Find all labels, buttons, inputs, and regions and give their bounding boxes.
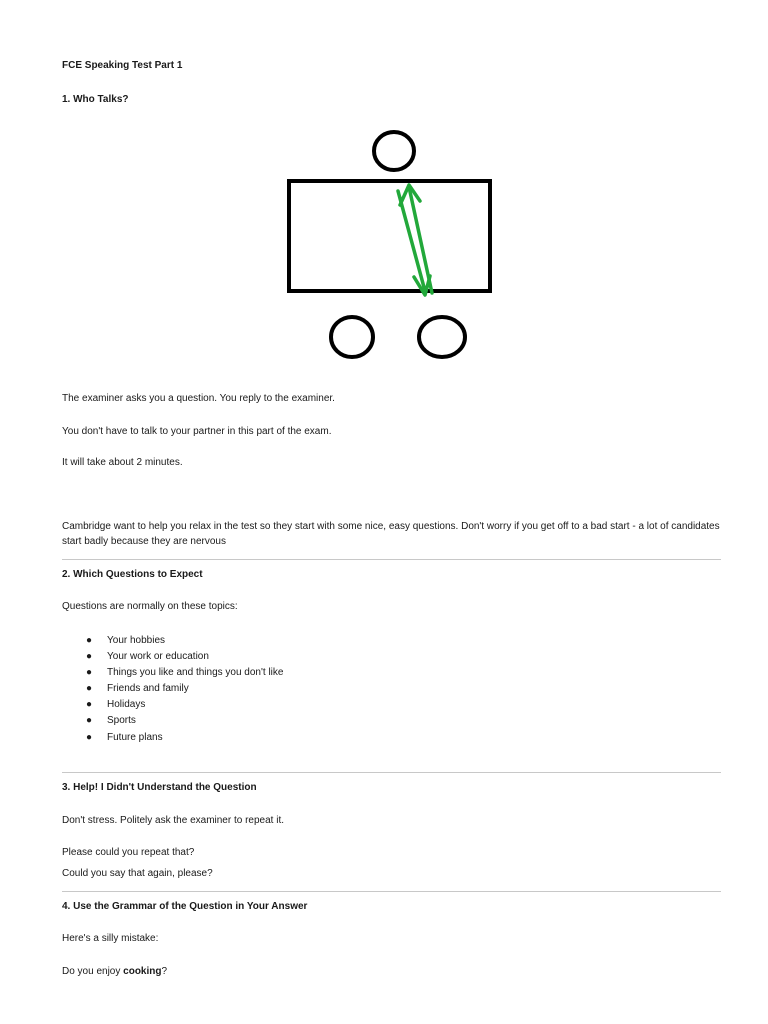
- bullet-icon: ●: [86, 667, 93, 678]
- bullet-icon: ●: [86, 699, 93, 710]
- list-item: ● Friends and family: [86, 683, 189, 694]
- section3-para3: Could you say that again, please?: [62, 868, 213, 879]
- interaction-arrows: [398, 185, 432, 295]
- section4-heading: 4. Use the Grammar of the Question in Your Answer: [62, 901, 308, 912]
- who-talks-diagram: [280, 125, 500, 365]
- section1-para3: It will take about 2 minutes.: [62, 457, 183, 468]
- list-item: ● Holidays: [86, 699, 146, 710]
- bullet-icon: ●: [86, 651, 93, 662]
- bullet-icon: ●: [86, 683, 93, 694]
- table-rectangle: [289, 181, 490, 291]
- divider: [62, 559, 721, 560]
- candidate-circle-left: [331, 317, 373, 357]
- section1-heading: 1. Who Talks?: [62, 94, 129, 105]
- section4-para1: Here's a silly mistake:: [62, 933, 159, 944]
- emphasis: cooking: [123, 966, 162, 977]
- candidate-circle-right: [419, 317, 465, 357]
- section4-para2: Do you enjoy cooking?: [62, 966, 168, 977]
- section3-para1: Don't stress. Politely ask the examiner to repeat it.: [62, 815, 285, 826]
- section3-para2: Please could you repeat that?: [62, 847, 195, 858]
- divider: [62, 772, 721, 773]
- document-title: FCE Speaking Test Part 1: [62, 60, 183, 71]
- section2-heading: 2. Which Questions to Expect: [62, 569, 203, 580]
- section2-intro: Questions are normally on these topics:: [62, 601, 238, 612]
- bullet-icon: ●: [86, 732, 93, 743]
- section3-heading: 3. Help! I Didn't Understand the Question: [62, 782, 257, 793]
- section1-para4: Cambridge want to help you relax in the test so they start with some nice, easy questions. Don't worry if you get off to a bad start - a lot of candidates start badly because they are nervous: [62, 521, 720, 547]
- list-item: ● Future plans: [86, 732, 163, 743]
- bullet-icon: ●: [86, 635, 93, 646]
- list-item: ● Your work or education: [86, 651, 209, 662]
- bullet-icon: ●: [86, 715, 93, 726]
- list-item: ● Things you like and things you don't like: [86, 667, 284, 678]
- list-item: ● Your hobbies: [86, 635, 166, 646]
- section1-para1: The examiner asks you a question. You reply to the examiner.: [62, 393, 335, 404]
- divider: [62, 891, 721, 892]
- list-item: ● Sports: [86, 715, 136, 726]
- section1-para2: You don't have to talk to your partner in this part of the exam.: [62, 426, 332, 437]
- examiner-circle: [374, 132, 414, 170]
